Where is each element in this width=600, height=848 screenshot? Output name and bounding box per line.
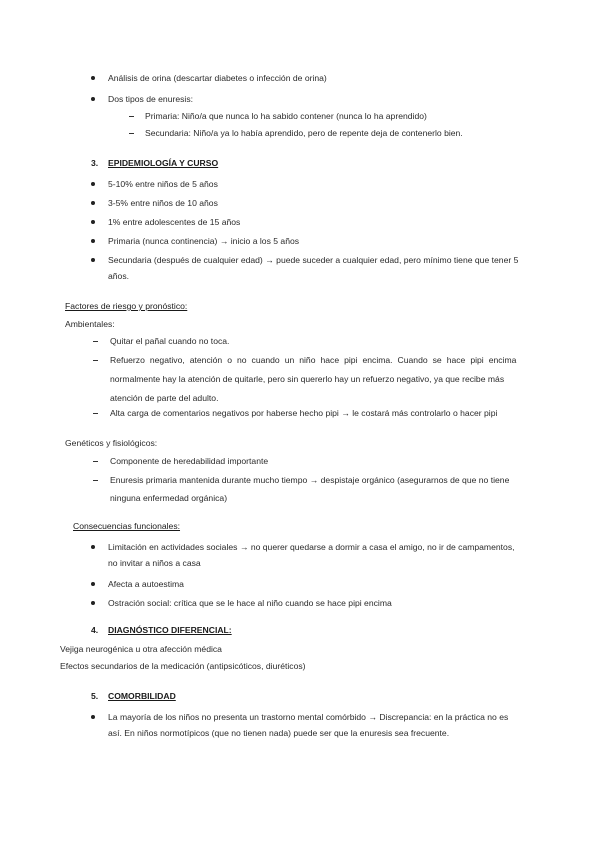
list-item: Dos tipos de enuresis: (108, 94, 194, 104)
dash-icon (93, 413, 98, 414)
list-item: Secundaria (después de cualquier edad) → puede suceder a cualquier edad, pero mínimo tiene que tener 5 (108, 255, 519, 265)
list-item: 1% entre adolescentes de 15 años (108, 217, 241, 227)
list-item: Análisis de orina (descartar diabetes o infección de orina) (108, 73, 327, 83)
subheading: Ambientales: (65, 319, 115, 329)
bullet-icon (91, 601, 95, 605)
bullet-icon (91, 545, 95, 549)
text-line: Efectos secundarios de la medicación (antipsicóticos, diuréticos) (60, 661, 306, 671)
list-item-continuation: no invitar a niños a casa (108, 558, 201, 568)
bullet-icon (91, 182, 95, 186)
bullet-icon (91, 582, 95, 586)
bullet-icon (91, 715, 95, 719)
list-item: Secundaria: Niño/a ya lo había aprendido, pero de repente deja de contenerlo bien. (145, 128, 463, 138)
list-item: Afecta a autoestima (108, 579, 184, 589)
risk-heading: Factores de riesgo y pronóstico: (65, 301, 188, 311)
section-number: 3. (91, 158, 99, 168)
list-item-continuation: normalmente hay la atención de quitarle, pero sin quererlo hay un refuerzo negativo, ya que recibe más (110, 374, 505, 384)
section-heading: DIAGNÓSTICO DIFERENCIAL: (108, 625, 232, 635)
list-item: Primaria: Niño/a que nunca lo ha sabido contener (nunca lo ha aprendido) (145, 111, 427, 121)
consequences-heading: Consecuencias funcionales: (73, 521, 181, 531)
dash-icon (93, 360, 98, 361)
list-item: Limitación en actividades sociales → no querer quedarse a dormir a casa el amigo, no ir de campamentos, (108, 542, 515, 552)
dash-icon (93, 480, 98, 481)
dash-icon (93, 341, 98, 342)
list-item: Quitar el pañal cuando no toca. (110, 336, 230, 346)
dash-icon (93, 461, 98, 462)
section-number: 5. (91, 691, 99, 701)
list-item: Enuresis primaria mantenida durante mucho tiempo → despistaje orgánico (asegurarnos de que no tiene (110, 475, 510, 485)
bullet-icon (91, 239, 95, 243)
section-heading: COMORBILIDAD (108, 691, 176, 701)
list-item: Componente de heredabilidad importante (110, 456, 269, 466)
list-item-continuation: atención de parte del adulto. (110, 393, 219, 403)
list-item: Refuerzo negativo, atención o no cuando un niño hace pipi encima. Cuando se hace pipi encima (110, 355, 517, 365)
bullet-icon (91, 201, 95, 205)
list-item-continuation: así. En niños normotípicos (que no tienen nada) puede ser que la enuresis sea frecuente. (108, 728, 450, 738)
subheading: Genéticos y fisiológicos: (65, 438, 158, 448)
list-item: Alta carga de comentarios negativos por haberse hecho pipi → le costará más controlarlo o hacer pipi (110, 408, 498, 418)
list-item-continuation: años. (108, 271, 130, 281)
text-line: Vejiga neurogénica u otra afección médica (60, 644, 222, 654)
bullet-icon (91, 220, 95, 224)
list-item-continuation: ninguna enfermedad orgánica) (110, 493, 228, 503)
section-number: 4. (91, 625, 99, 635)
dash-icon (129, 116, 134, 117)
dash-icon (129, 133, 134, 134)
bullet-icon (91, 76, 95, 80)
bullet-icon (91, 97, 95, 101)
list-item: 3-5% entre niños de 10 años (108, 198, 218, 208)
list-item: Ostración social: crítica que se le hace al niño cuando se hace pipi encima (108, 598, 392, 608)
list-item: Primaria (nunca continencia) → inicio a los 5 años (108, 236, 300, 246)
bullet-icon (91, 258, 95, 262)
list-item: 5-10% entre niños de 5 años (108, 179, 218, 189)
list-item: La mayoría de los niños no presenta un trastorno mental comórbido → Discrepancia: en la práctica no es (108, 712, 509, 722)
section-heading: EPIDEMIOLOGÍA Y CURSO (108, 158, 219, 168)
